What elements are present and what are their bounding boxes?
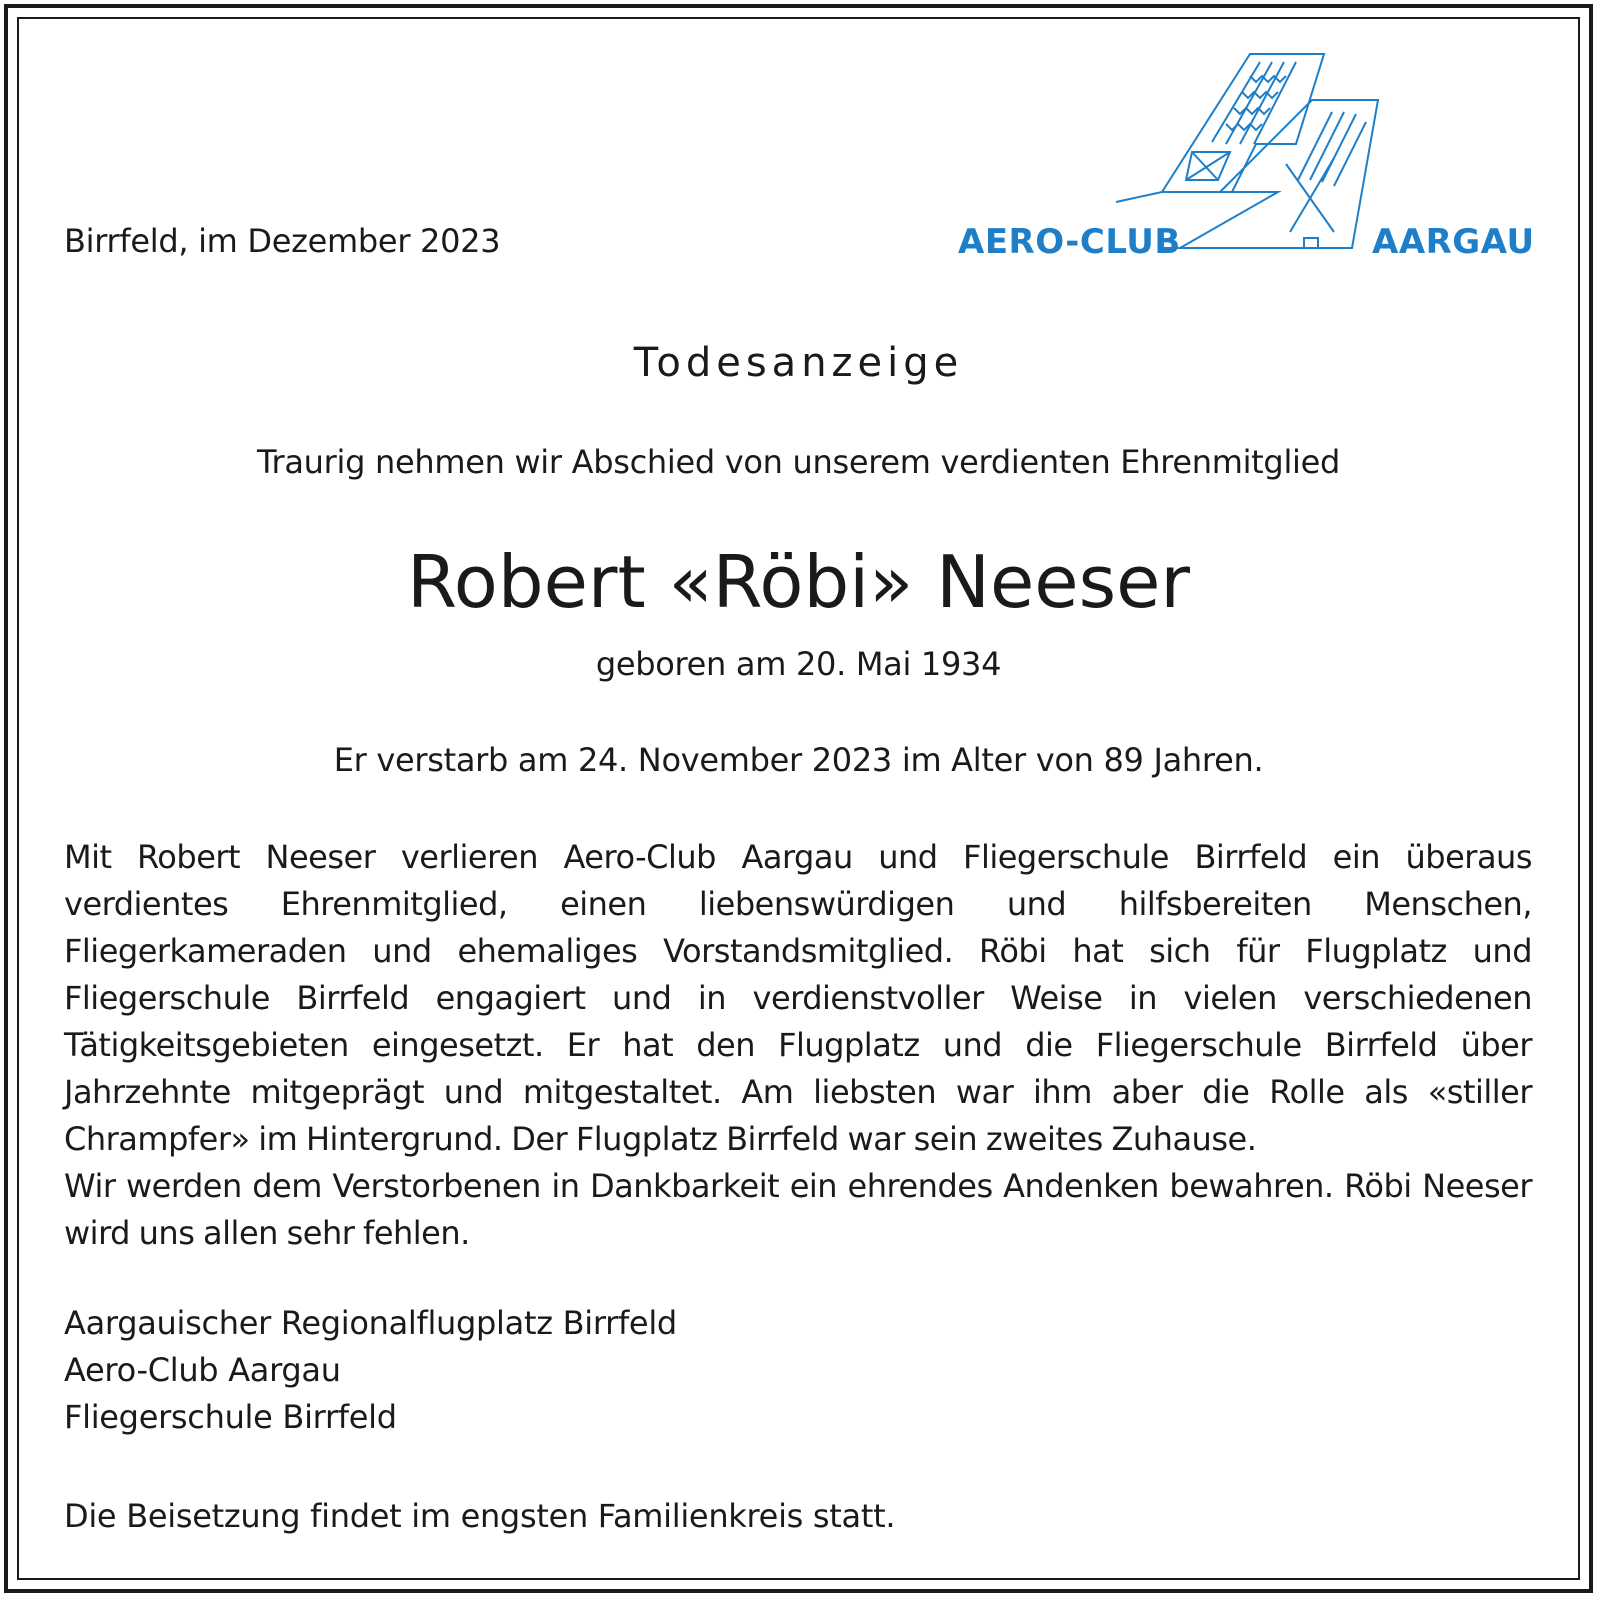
tribute-text	[64, 834, 1532, 1257]
birth-date: geboren am 20. Mai 1934	[595, 645, 1002, 683]
place-date: Birrfeld, im Dezember 2023	[64, 222, 501, 260]
logo-word-aero-club: AERO-CLUB	[958, 222, 1181, 262]
aero-club-aargau-logo	[960, 52, 1535, 262]
death-date: Er verstarb am 24. November 2023 im Alter von 89 Jahren.	[333, 741, 1264, 779]
notice-title: Todesanzeige	[633, 340, 964, 386]
logo-word-aargau: AARGAU	[1372, 222, 1535, 262]
signatory: Aargauischer Regionalflugplatz Birrfeld	[64, 1304, 677, 1342]
signatory: Fliegerschule Birrfeld	[64, 1398, 397, 1436]
notice-intro: Traurig nehmen wir Abschied von unserem verdienten Ehrenmitglied	[256, 443, 1341, 481]
signatory: Aero-Club Aargau	[64, 1351, 341, 1389]
deceased-name: Robert «Röbi» Neeser	[407, 540, 1190, 624]
signatories	[64, 1300, 677, 1441]
burial-note: Die Beisetzung findet im engsten Familienkreis statt.	[64, 1497, 896, 1535]
tribute-paragraph: Mit Robert Neeser verlieren Aero-Club Aargau und Fliegerschule Birrfeld ein überaus verdientes Ehrenmitglied, einen liebenswürdigen und hilfsbereiten Menschen, Fliegerkameraden und ehemaliges Vorstandsmitglied. Röbi hat sich für Flugplatz und Fliegerschule Birrfeld engagiert und in verdienstvoller Weise in vielen verschiedenen Tätigkeitsgebieten eingesetzt. Er hat den Flugplatz und die Fliegerschule Birrfeld über Jahrzehnte mitgeprägt und mitgestaltet. Am liebsten war ihm aber die Rolle als «stiller Chrampfer» im Hintergrund. Der Flugplatz Birrfeld war sein zweites Zuhause.	[64, 838, 1532, 1158]
tribute-paragraph: Wir werden dem Verstorbenen in Dankbarkeit ein ehrendes Andenken bewahren. Röbi Neeser wird uns allen sehr fehlen.	[64, 1167, 1532, 1252]
